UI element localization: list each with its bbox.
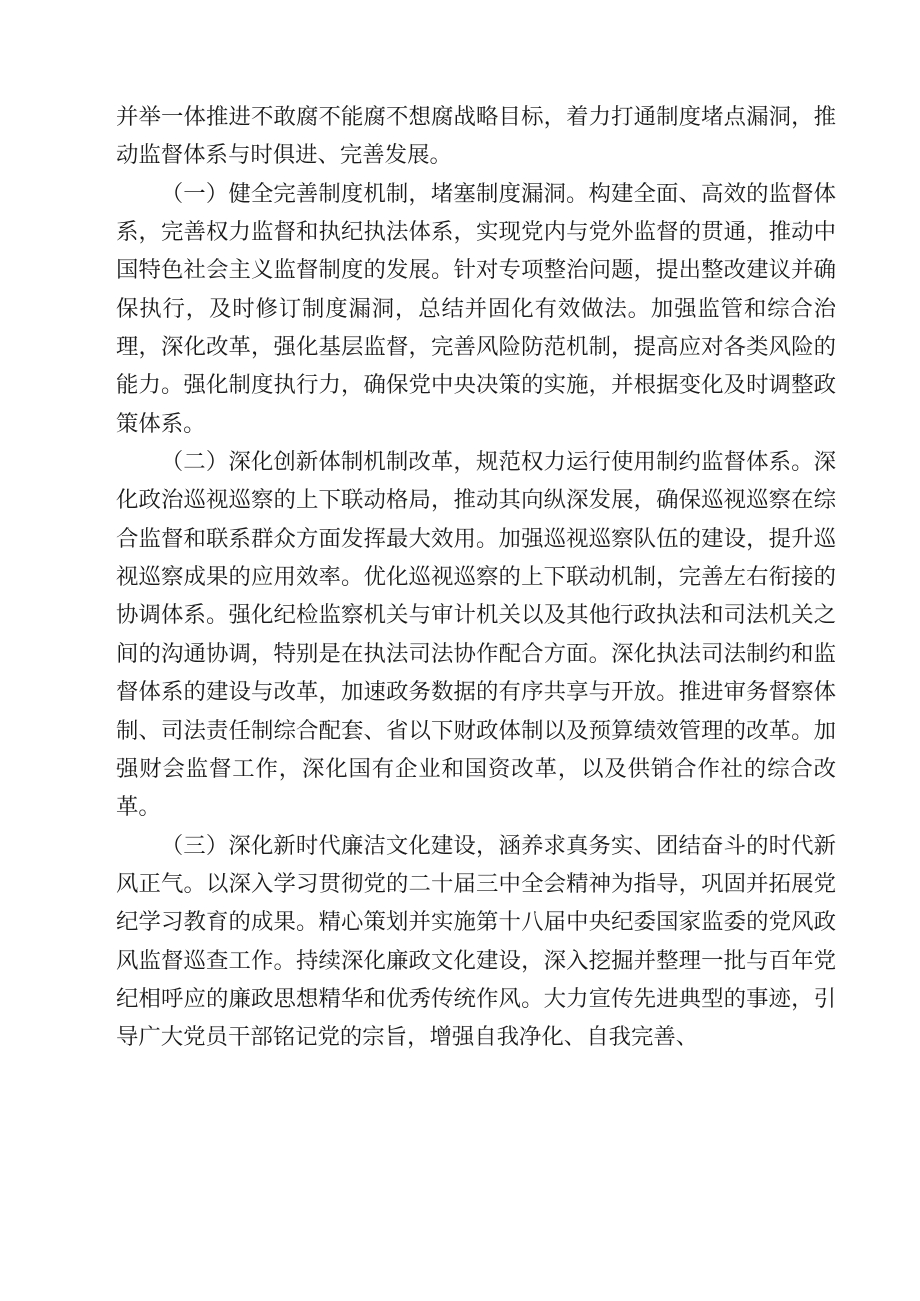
- paragraph-section-3: （三）深化新时代廉洁文化建设，涵养求真务实、团结奋斗的时代新风正气。以深入学习贯彻党的二十届三中全会精神为指导，巩固并拓展党纪学习教育的成果。精心策划并实施第十八届中央纪委国家监委的党风政风监督巡查工作。持续深化廉政文化建设，深入挖掘并整理一批与百年党纪相呼应的廉政思想精华和优秀传统作风。大力宣传先进典型的事迹，引导广大党员干部铭记党的宗旨，增强自我净化、自我完善、: [116, 832, 836, 1051]
- paragraph-section-1: （一）健全完善制度机制，堵塞制度漏洞。构建全面、高效的监督体系，完善权力监督和执纪执法体系，实现党内与党外监督的贯通，推动中国特色社会主义监督制度的发展。针对专项整治问题，提出整改建议并确保执行，及时修订制度漏洞，总结并固化有效做法。加强监管和综合治理，深化改革，强化基层监督，完善风险防范机制，提高应对各类风险的能力。强化制度执行力，确保党中央决策的实施，并根据变化及时调整政策体系。: [116, 180, 836, 437]
- document-body: [116, 98, 836, 1057]
- paragraph-section-2: （二）深化创新体制机制改革，规范权力运行使用制约监督体系。深化政治巡视巡察的上下联动格局，推动其向纵深发展，确保巡视巡察在综合监督和联系群众方面发挥最大效用。加强巡视巡察队伍的建设，提升巡视巡察成果的应用效率。优化巡视巡察的上下联动机制，完善左右衔接的协调体系。强化纪检监察机关与审计机关以及其他行政执法和司法机关之间的沟通协调，特别是在执法司法协作配合方面。深化执法司法制约和监督体系的建设与改革，加速政务数据的有序共享与开放。推进审务督察体制、司法责任制综合配套、省以下财政体制以及预算绩效管理的改革。加强财会监督工作，深化国有企业和国资改革，以及供销合作社的综合改革。: [116, 449, 836, 821]
- paragraph-continuation: 并举一体推进不敢腐不能腐不想腐战略目标，着力打通制度堵点漏洞，推动监督体系与时俱进、完善发展。: [116, 104, 836, 169]
